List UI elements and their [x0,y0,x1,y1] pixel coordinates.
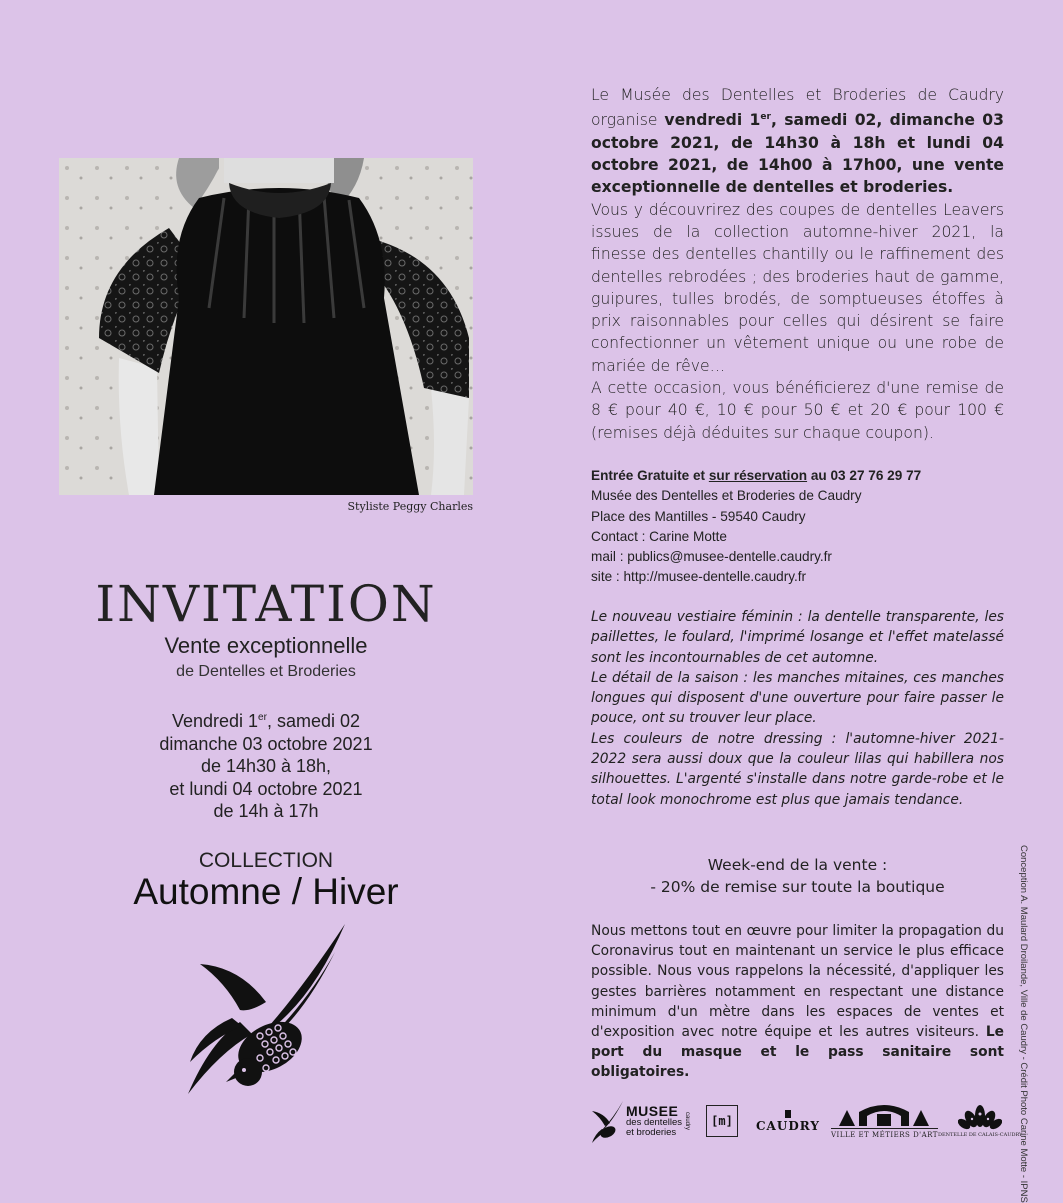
intro-text [591,84,1004,444]
intro-p1-sup: er [760,112,771,123]
musee-logo [590,1095,690,1147]
museum-address: Place des Mantilles - 59540 Caudry [591,508,806,524]
entry-phone: au 03 27 76 29 77 [807,468,922,483]
contact-person: Contact : Carine Motte [591,528,727,544]
musee-logo-tag: caudry [683,1111,690,1130]
musee-swallow-icon [590,1099,624,1143]
trends-paragraph-2: Le détail de la saison : les manches mitaines, ces manches longues qui disposent d'une ouverture pour faire passer le pouce, ont su trouver leur place. [591,669,1004,727]
entry-line [591,466,1004,486]
ville-metiers-art-logo [831,1095,938,1147]
covid-mask-notice: Le port du masque et le pass sanitaire sont obligatoires. [591,1024,1004,1081]
contact-mail[interactable]: mail : publics@musee-dentelle.caudry.fr [591,549,832,565]
intro-p1-bold-b: , samedi 02, dimanche 03 octobre 2021, de 14h30 à 18h et lundi 04 octobre 2021, de 14h00 à 17h00, une vente exceptionnelle de dentelles et broderies. [591,111,1005,197]
covid-notice [591,921,1004,1083]
invitation-title: INVITATION [95,575,437,633]
musee-logo-line2: des dentelles [626,1117,682,1128]
dress-photo [59,158,473,495]
contact-block [591,466,1004,588]
dates-line2: dimanche 03 octobre 2021 [159,733,373,754]
collection-season: Automne / Hiver [133,871,399,912]
lace-dress-illustration [59,158,473,495]
museum-name: Musée des Dentelles et Broderies de Caudry [591,488,862,504]
weekend-title: Week-end de la vente : [707,856,888,874]
dates-line3: de 14h30 à 18h, [200,756,332,776]
collection-label: COLLECTION [198,849,334,872]
entry-free: Entrée Gratuite et [591,468,709,483]
contact-site[interactable]: site : http://musee-dentelle.caudry.fr [591,569,807,585]
intro-p1-start: Le Musée des Dentelles et Broderies de Caudry organise [591,86,1004,130]
caudry-logo-text: CAUDRY [756,1119,820,1133]
invitation-subtitle: Vente exceptionnelle [164,633,368,658]
ville-metiers-art-icon [839,1104,929,1126]
intro-paragraph-1 [591,84,1004,199]
covid-text: Nous mettons tout en œuvre pour limiter la propagation du Coronavirus tout en maintenant un service le plus efficace possible. Nous vous rappelons la nécessité, d'appliquer les gestes barrières notamment en respectant une distance minimum d'un mètre dans les espaces de ventes et d'exposition avec notre équipe et les autres visiteurs. [591,923,1004,1041]
dentelle-calais-caudry-logo [938,1095,1022,1147]
musee-logo-title: MUSEE [626,1103,679,1119]
dates-line1-post: , samedi 02 [266,711,361,731]
trends-paragraph-3: Les couleurs de notre dressing : l'automne-hiver 2021-2022 sera aussi doux que la couleur lilas qui habillera nos silhouettes. L'argenté s'installe dans notre garde-robe et le total look monochrome est plus que jamais tendance. [591,730,1004,808]
m-logo [706,1095,738,1147]
intro-paragraph-2: Vous y découvrirez des coupes de dentelles Leavers issues de la collection automne-hiver 2021, la finesse des dentelles chantilly ou le raffinement des dentelles rebrodées ; des broderies haut de gamme, guipures, tulles brodés, de somptueuses étoffes à prix raisonnables pour celles qui désirent se faire confectionner un vêtement unique ou une robe de mariée de rêve… [591,200,1004,375]
vertical-credit: Conception A. Maulard Droilande, Ville de Caudry - Crédit Photo Carine Motte - IPNS [1018,845,1029,1203]
ville-metiers-art-text: VILLE ET MÉTIERS D'ART [831,1128,938,1139]
photo-credit: Styliste Peggy Charles [347,500,473,513]
dates-line1-sup: er [258,712,267,723]
intro-p1-bold-a: vendredi 1 [664,111,761,130]
swallow-logo-icon [170,922,350,1106]
dates-line5: de 14h à 17h [213,801,319,821]
weekend-offer [591,854,1004,898]
invitation-subtitle-secondary: de Dentelles et Broderies [176,663,356,680]
caudry-logo [756,1095,820,1147]
dates-line1-pre: Vendredi 1 [171,711,259,731]
m-logo-mark: [m] [706,1105,738,1137]
trends-text [591,607,1004,810]
weekend-discount: - 20% de remise sur toute la boutique [650,878,945,896]
caudry-crown-icon [782,1109,794,1119]
reservation-link[interactable]: sur réservation [708,468,808,483]
intro-paragraph-3: A cette occasion, vous bénéficierez d'une remise de 8 € pour 40 €, 10 € pour 50 € et 20 € pour 100 € (remises déjà déduites sur chaque coupon). [591,379,1004,442]
trends-paragraph-1: Le nouveau vestiaire féminin : la dentelle transparente, les paillettes, le foulard, l'imprimé losange et l'effet matelassé sont les incontournables de cet automne. [591,609,1004,666]
event-dates [59,707,473,823]
musee-logo-line3: et broderies [626,1127,677,1138]
lace-flower-icon [958,1104,1002,1132]
dentelle-calais-caudry-text: DENTELLE DE CALAIS-CAUDRY [938,1132,1023,1138]
dates-line4: et lundi 04 octobre 2021 [169,778,363,799]
